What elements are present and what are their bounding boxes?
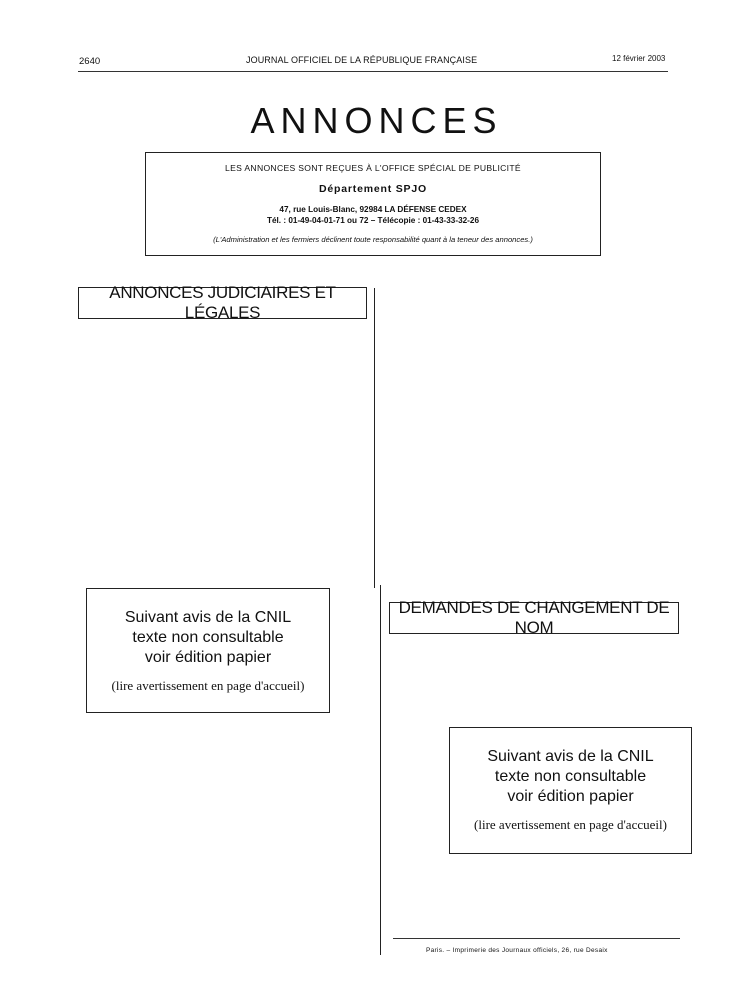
cnil-line-2: texte non consultable — [494, 768, 647, 785]
cnil-line-2: texte non consultable — [132, 629, 284, 646]
cnil-line-4: (lire avertissement en page d'accueil) — [111, 678, 305, 693]
info-disclaimer: (L'Administration et les fermiers déclinent toute responsabilité quant à la teneur des annonces.) — [213, 235, 533, 244]
cnil-line-1: Suivant avis de la CNIL — [124, 609, 292, 626]
section-heading-judiciaires — [78, 283, 367, 322]
column-divider — [380, 585, 381, 955]
cnil-line-1: Suivant avis de la CNIL — [487, 748, 654, 765]
page-number: 2640 — [79, 56, 101, 67]
cnil-line-3: voir édition papier — [507, 788, 634, 805]
footer-rule — [393, 938, 680, 939]
column-divider — [374, 288, 375, 588]
issue-date: 12 février 2003 — [612, 54, 666, 63]
cnil-notice — [449, 727, 692, 854]
section-heading-changement-nom — [389, 598, 679, 637]
section-heading-label: DEMANDES DE CHANGEMENT DE NOM — [398, 598, 670, 637]
cnil-line-3: voir édition papier — [144, 649, 272, 666]
info-address: 47, rue Louis-Blanc, 92984 LA DÉFENSE CEDEX — [279, 205, 467, 214]
cnil-notice — [86, 588, 330, 713]
section-heading-label: ANNONCES JUDICIAIRES ET LÉGALES — [109, 283, 336, 322]
info-box — [145, 152, 601, 256]
printer-imprint: Paris. – Imprimerie des Journaux officiels, 26, rue Desaix — [426, 947, 608, 954]
info-phones: Tél. : 01-49-04-01-71 ou 72 – Télécopie : 01-43-33-32-26 — [266, 216, 480, 225]
journal-title: JOURNAL OFFICIEL DE LA RÉPUBLIQUE FRANÇAISE — [246, 55, 478, 65]
cnil-line-4: (lire avertissement en page d'accueil) — [474, 817, 667, 832]
page-title: ANNONCES — [250, 100, 503, 141]
info-intro: LES ANNONCES SONT REÇUES À L'OFFICE SPÉCIAL DE PUBLICITÉ — [225, 163, 521, 173]
info-department: Département SPJO — [319, 183, 427, 195]
header-rule — [78, 71, 668, 72]
